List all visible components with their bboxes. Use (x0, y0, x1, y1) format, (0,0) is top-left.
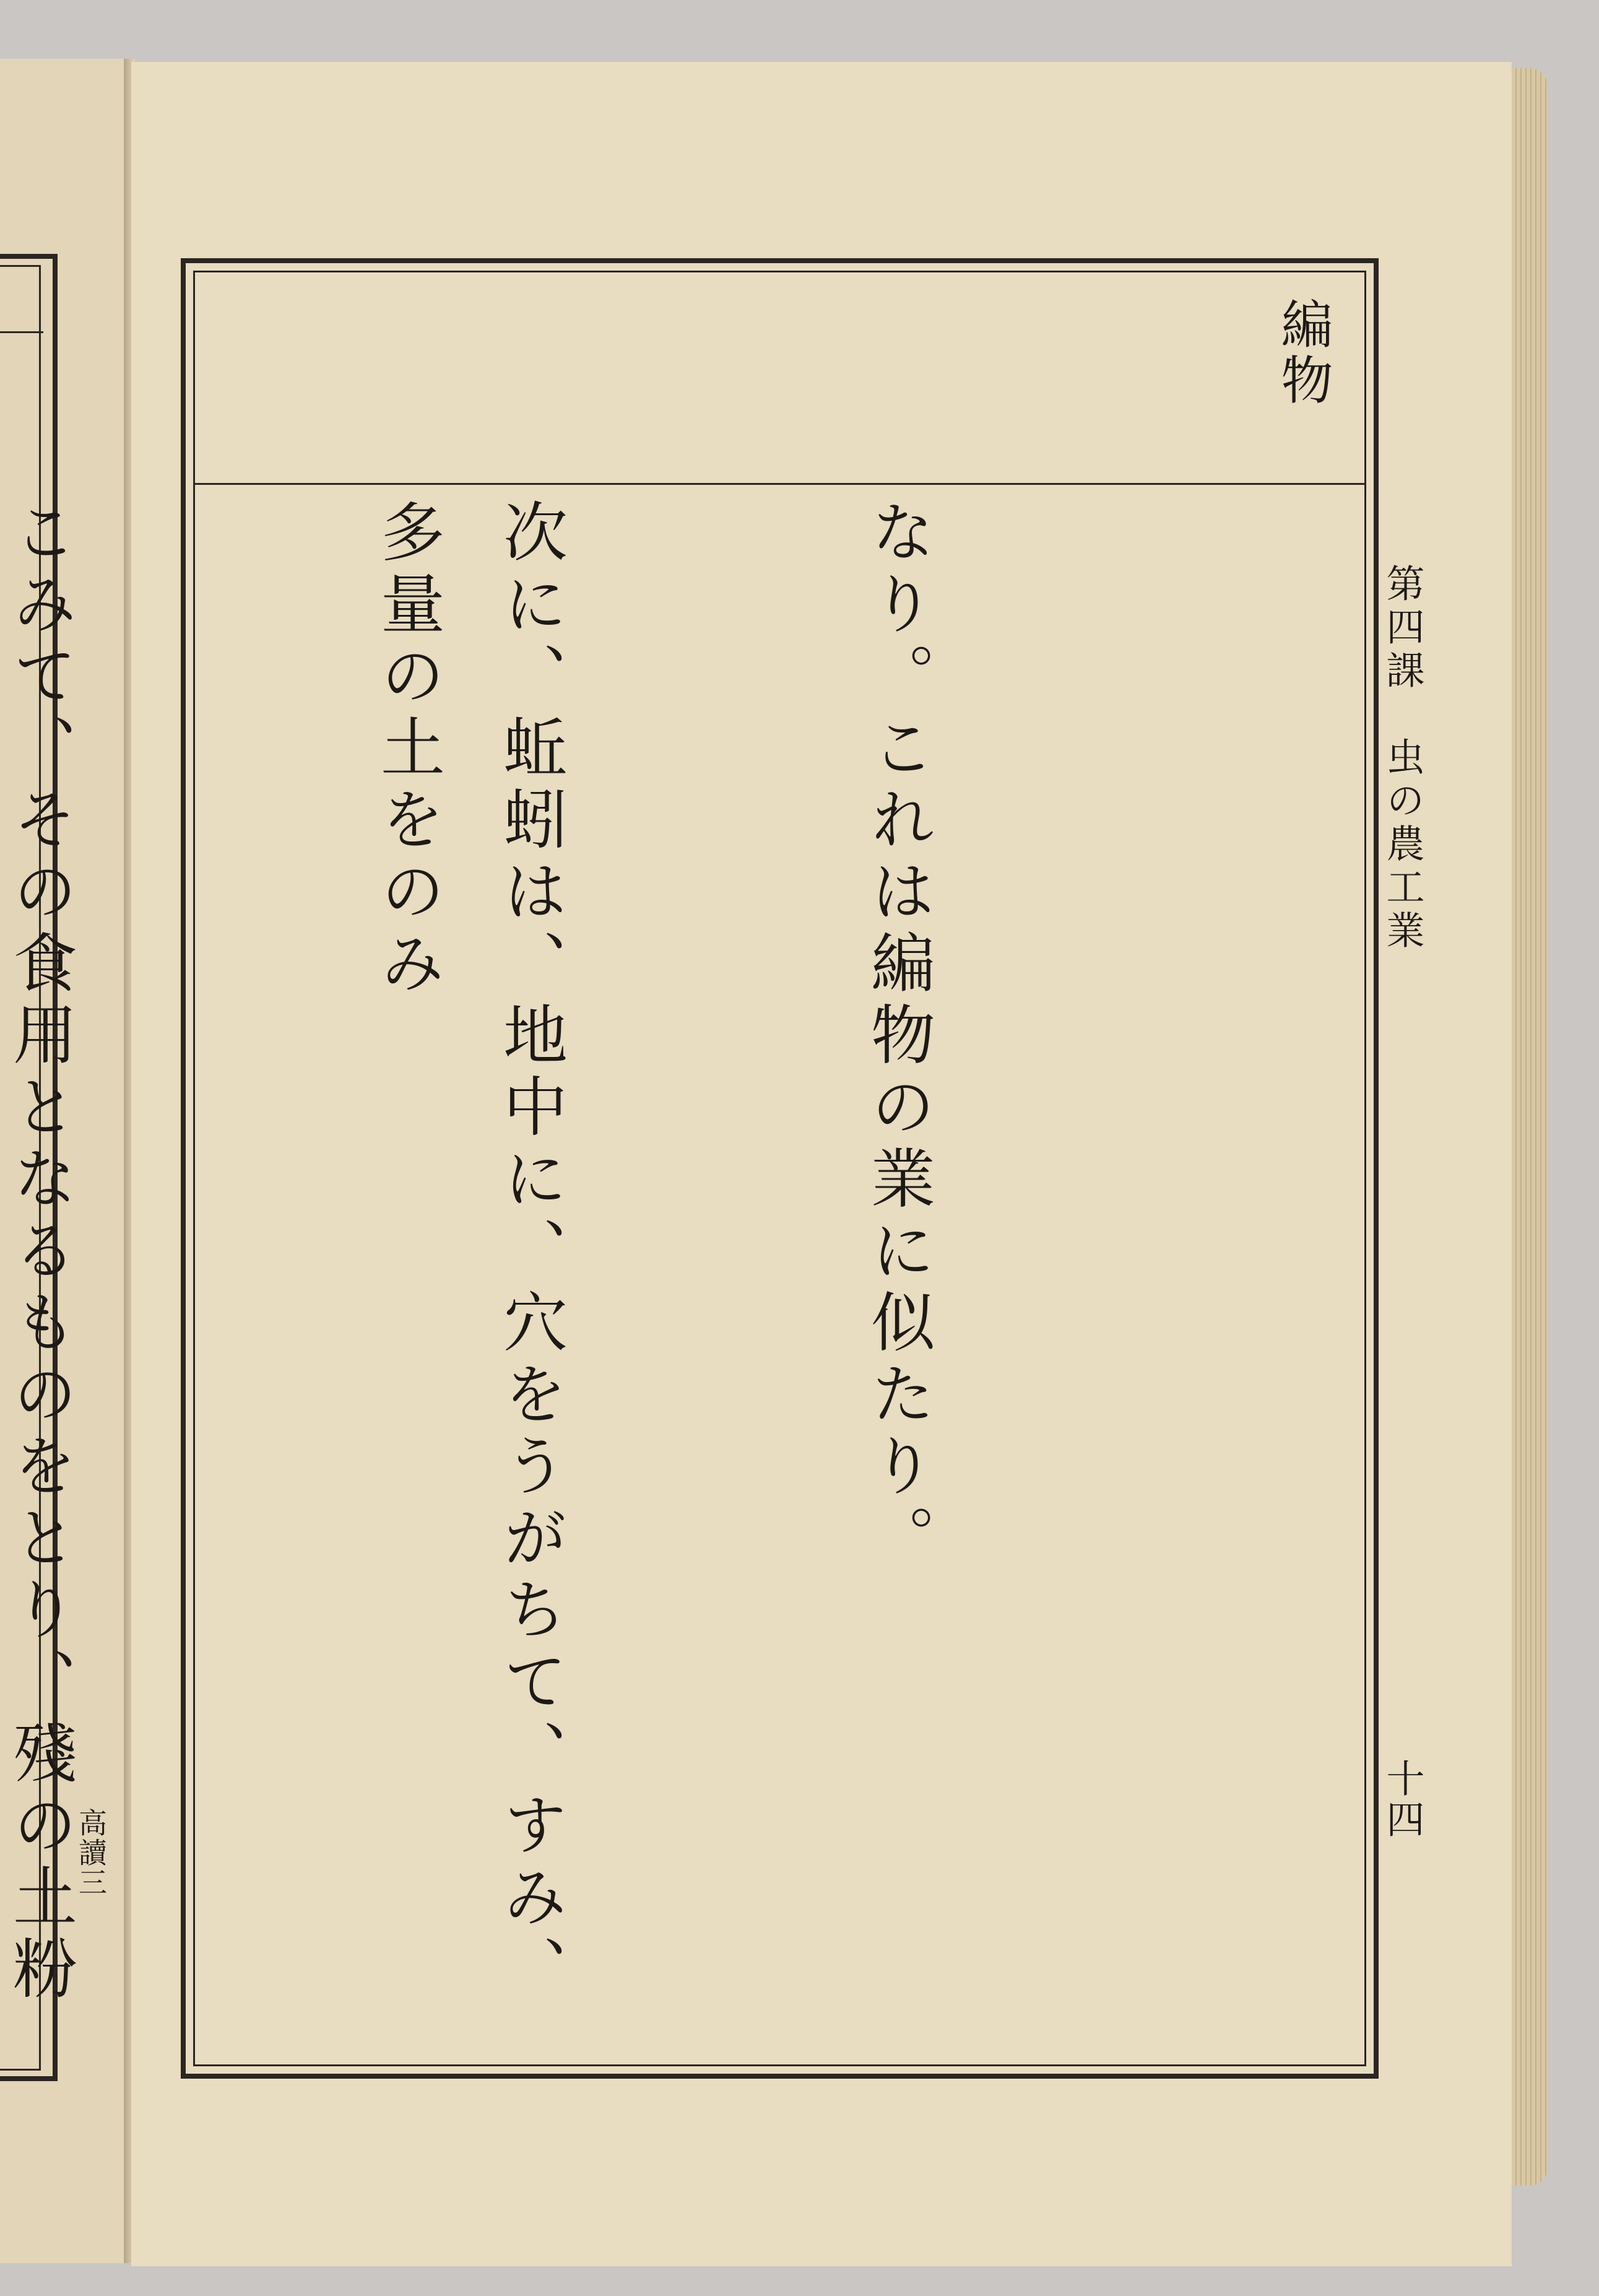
margin-title: 編物 (1273, 297, 1333, 409)
left-page-header-rule (0, 331, 43, 333)
text-column: 次に、蚯蚓は、地中に、穴をうがちて、すみ、多量の土をのみ (370, 498, 568, 2007)
left-page-footer: 高讀三 (74, 1808, 108, 1897)
text-column: こみて、その食用となるものをとり、殘の土粉 (2, 498, 77, 2007)
page-number: 十四 (1380, 1759, 1425, 1840)
text-column: なり。これは編物の業に似たり。 (860, 498, 935, 1576)
header-rule (193, 483, 1366, 485)
running-head: 第四課 虫の農工業 (1380, 563, 1425, 954)
